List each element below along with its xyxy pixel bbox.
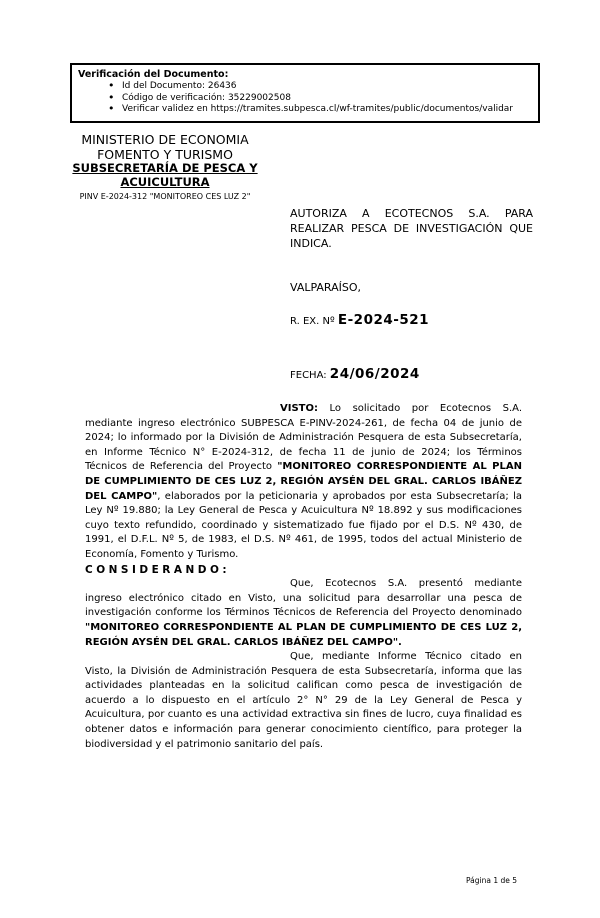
visto-outro-text: , elaborados por la peticionaria y aprobados por esta Subsecretaría; la Ley Nº 19.880; la Ley General de Pesca y Acuicultura Nº 18.892 y sus modificaciones cuyo texto refundido, coordinado y sistematizado fue fijado por el D.S. Nº 430, de 1991, el D.F.L. Nº 5, de 1983, el D.S. Nº 461, de 1995, todos del actual Ministerio de Economía, Fomento y Turismo. [85,490,522,560]
subsecretary-name-line1: SUBSECRETARÍA DE PESCA Y [72,161,258,175]
verification-item-url: • Verificar validez en https://tramites.subpesca.cl/wf-tramites/public/documentos/validar [78,104,534,116]
visto-label: VISTO: [280,403,318,414]
verification-title: Verificación del Documento: [78,69,229,80]
verification-item-code: • Código de verificación: 35229002508 [78,93,534,105]
date-line [290,366,420,382]
considerando-heading: CONSIDERANDO: [85,563,231,576]
visto-paragraph [85,402,522,563]
considerando-paragraph-2: Que, mediante Informe Técnico citado en Visto, la División de Administración Pesquera de esta Subsecretaría, informa que las actividades planteadas en la solicitud califican como pesca de investigación de acuerdo a lo dispuesto en el artículo 2° N° 29 de la Ley General de Pesca y Acuicultura, por cuanto es una actividad extractiva sin fines de lucro, cuya finalidad es obtener datos e información para generar conocimiento científico, para proteger la biodiversidad y el patrimonio sanitario del país. [85,651,522,750]
resolution-label: R. EX. Nº [290,316,335,327]
considerando-paragraph-1-intro: Que, Ecotecnos S.A. presentó mediante ingreso electrónico citado en Visto, una solicitud para desarrollar una pesca de investigación conforme los Términos Técnicos de Referencia del Proyecto denominado [85,578,522,619]
subsecretary-name-line2: ACUICULTURA [120,174,210,189]
page-number: Página 1 de 5 [466,876,518,885]
project-reference: PINV E-2024-312 "MONITOREO CES LUZ 2" [79,192,251,201]
considerando-paragraph-1-project-name: "MONITOREO CORRESPONDIENTE AL PLAN DE CUMPLIMIENTO DE CES LUZ 2, REGIÓN AYSÉN DEL GRAL. CARLOS IBÁÑEZ DEL CAMPO". [85,621,522,648]
date-value: 24/06/2024 [329,366,420,382]
city-line: VALPARAÍSO, [290,281,362,294]
visto-intro-text: Lo solicitado por Ecotecnos S.A. mediante ingreso electrónico SUBPESCA E-PINV-2024-261, de fecha 04 de junio de 2024; lo informado por la División de Administración Pesquera de esta Subsecretaría, en Informe Técnico N° E-2024-312, de fecha 11 de junio de 2024; los Términos Técnicos de Referencia del Proyecto [85,403,522,473]
ministry-name-line1: MINISTERIO DE ECONOMIA [81,132,249,147]
verification-item-document-id: • Id del Documento: 26436 [78,81,534,93]
visto-project-name: "MONITOREO CORRESPONDIENTE AL PLAN DE CUMPLIMIENTO DE CES LUZ 2, REGIÓN AYSÉN DEL GRAL. CARLOS IBÁÑEZ DEL CAMPO" [85,461,522,502]
resolution-subject: AUTORIZA A ECOTECNOS S.A. PARA REALIZAR PESCA DE INVESTIGACIÓN QUE INDICA. [290,207,533,250]
letterhead [20,132,310,202]
verification-box [70,63,540,123]
resolution-number-line [290,312,429,328]
date-label: FECHA: [290,370,327,381]
ministry-name-line2: FOMENTO Y TURISMO [97,147,233,162]
document-body [85,402,522,752]
considerando-paragraph-1 [85,577,522,650]
resolution-number: E-2024-521 [337,312,430,328]
